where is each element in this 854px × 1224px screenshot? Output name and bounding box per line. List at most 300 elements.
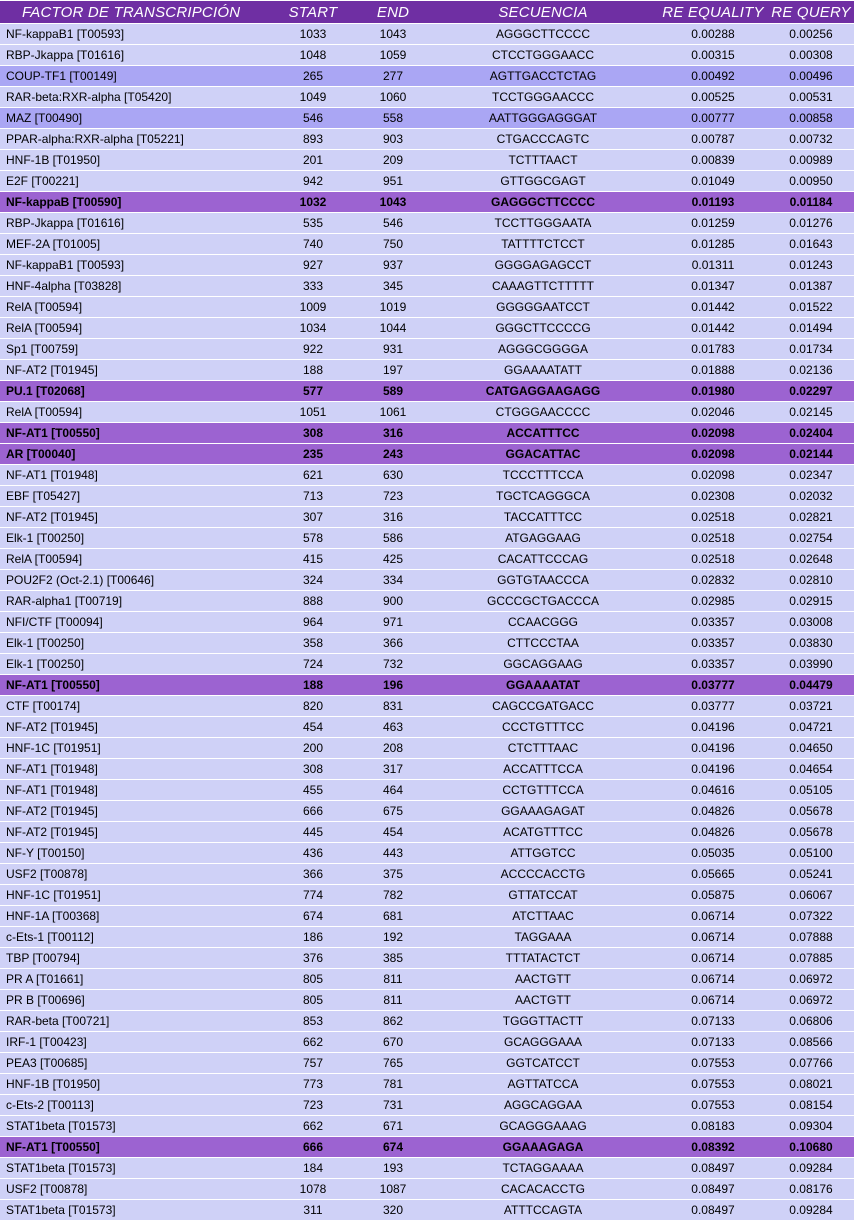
- re-query-cell: 0.02136: [768, 360, 854, 380]
- re-query-cell: 0.01643: [768, 234, 854, 254]
- sequence-cell: CCCTGTTTCC: [428, 717, 658, 737]
- factor-cell: RAR-beta:RXR-alpha [T05420]: [0, 87, 268, 107]
- factor-cell: HNF-1B [T01950]: [0, 1074, 268, 1094]
- factor-cell: c-Ets-2 [T00113]: [0, 1095, 268, 1115]
- start-cell: 307: [268, 507, 358, 527]
- table-row: [0, 276, 854, 296]
- sequence-cell: TCCTTGGGAATA: [428, 213, 658, 233]
- start-cell: 805: [268, 969, 358, 989]
- factor-cell: HNF-1A [T00368]: [0, 906, 268, 926]
- end-cell: 425: [358, 549, 428, 569]
- end-cell: 589: [358, 381, 428, 401]
- start-cell: 888: [268, 591, 358, 611]
- re-equality-cell: 0.00288: [658, 24, 768, 44]
- end-cell: 681: [358, 906, 428, 926]
- re-query-cell: 0.01243: [768, 255, 854, 275]
- re-query-cell: 0.03990: [768, 654, 854, 674]
- end-cell: 1087: [358, 1179, 428, 1199]
- factor-cell: RAR-beta [T00721]: [0, 1011, 268, 1031]
- re-equality-cell: 0.02308: [658, 486, 768, 506]
- sequence-cell: CTGGGAACCCC: [428, 402, 658, 422]
- sequence-cell: ACCATTTCCA: [428, 759, 658, 779]
- end-cell: 723: [358, 486, 428, 506]
- end-cell: 558: [358, 108, 428, 128]
- re-equality-cell: 0.08183: [658, 1116, 768, 1136]
- factor-cell: NF-AT1 [T00550]: [0, 675, 268, 695]
- sequence-cell: TCTTTAACT: [428, 150, 658, 170]
- start-cell: 265: [268, 66, 358, 86]
- re-query-cell: 0.09284: [768, 1158, 854, 1178]
- re-query-cell: 0.06067: [768, 885, 854, 905]
- column-header-factor: FACTOR DE TRANSCRIPCIÓN: [0, 1, 268, 23]
- start-cell: 188: [268, 360, 358, 380]
- table-row: [0, 234, 854, 254]
- re-query-cell: 0.07322: [768, 906, 854, 926]
- sequence-cell: GGAAAATATT: [428, 360, 658, 380]
- re-query-cell: 0.00496: [768, 66, 854, 86]
- start-cell: 308: [268, 423, 358, 443]
- sequence-cell: TCCTGGGAACCC: [428, 87, 658, 107]
- factor-cell: NF-AT2 [T01945]: [0, 507, 268, 527]
- end-cell: 862: [358, 1011, 428, 1031]
- sequence-cell: TGCTCAGGGCA: [428, 486, 658, 506]
- sequence-cell: GTTATCCAT: [428, 885, 658, 905]
- sequence-cell: CATGAGGAAGAGG: [428, 381, 658, 401]
- re-query-cell: 0.09284: [768, 1200, 854, 1220]
- re-equality-cell: 0.07553: [658, 1074, 768, 1094]
- start-cell: 415: [268, 549, 358, 569]
- factor-cell: E2F [T00221]: [0, 171, 268, 191]
- factor-cell: PEA3 [T00685]: [0, 1053, 268, 1073]
- re-equality-cell: 0.08497: [658, 1158, 768, 1178]
- table-row: [0, 171, 854, 191]
- re-query-cell: 0.06972: [768, 969, 854, 989]
- start-cell: 942: [268, 171, 358, 191]
- sequence-cell: CACATTCCCAG: [428, 549, 658, 569]
- table-row: [0, 423, 854, 443]
- table-row: [0, 927, 854, 947]
- end-cell: 782: [358, 885, 428, 905]
- re-equality-cell: 0.01193: [658, 192, 768, 212]
- re-query-cell: 0.07766: [768, 1053, 854, 1073]
- re-query-cell: 0.02297: [768, 381, 854, 401]
- re-equality-cell: 0.01049: [658, 171, 768, 191]
- re-equality-cell: 0.02832: [658, 570, 768, 590]
- end-cell: 900: [358, 591, 428, 611]
- sequence-cell: ACCATTTCC: [428, 423, 658, 443]
- re-query-cell: 0.02144: [768, 444, 854, 464]
- table-row: [0, 486, 854, 506]
- table-row: [0, 528, 854, 548]
- re-equality-cell: 0.04826: [658, 801, 768, 821]
- factor-cell: Elk-1 [T00250]: [0, 654, 268, 674]
- start-cell: 774: [268, 885, 358, 905]
- start-cell: 436: [268, 843, 358, 863]
- end-cell: 317: [358, 759, 428, 779]
- re-equality-cell: 0.01347: [658, 276, 768, 296]
- table-row: [0, 1053, 854, 1073]
- re-query-cell: 0.00732: [768, 129, 854, 149]
- end-cell: 316: [358, 423, 428, 443]
- start-cell: 578: [268, 528, 358, 548]
- re-equality-cell: 0.04826: [658, 822, 768, 842]
- start-cell: 311: [268, 1200, 358, 1220]
- table-row: [0, 675, 854, 695]
- sequence-cell: CAGCCGATGACC: [428, 696, 658, 716]
- factor-cell: NF-AT2 [T01945]: [0, 717, 268, 737]
- re-query-cell: 0.05105: [768, 780, 854, 800]
- table-row: [0, 717, 854, 737]
- re-equality-cell: 0.03357: [658, 654, 768, 674]
- factor-cell: NF-AT1 [T01948]: [0, 465, 268, 485]
- end-cell: 209: [358, 150, 428, 170]
- re-equality-cell: 0.06714: [658, 969, 768, 989]
- re-equality-cell: 0.00839: [658, 150, 768, 170]
- start-cell: 757: [268, 1053, 358, 1073]
- column-header-end: END: [358, 1, 428, 23]
- start-cell: 853: [268, 1011, 358, 1031]
- re-equality-cell: 0.06714: [658, 990, 768, 1010]
- end-cell: 463: [358, 717, 428, 737]
- table-row: [0, 360, 854, 380]
- factor-cell: STAT1beta [T01573]: [0, 1116, 268, 1136]
- sequence-cell: AGTTATCCA: [428, 1074, 658, 1094]
- re-equality-cell: 0.02098: [658, 465, 768, 485]
- sequence-cell: ATCTTAAC: [428, 906, 658, 926]
- sequence-cell: CAAAGTTCTTTTT: [428, 276, 658, 296]
- start-cell: 805: [268, 990, 358, 1010]
- sequence-cell: GAGGGCTTCCCC: [428, 192, 658, 212]
- re-query-cell: 0.02145: [768, 402, 854, 422]
- re-equality-cell: 0.03357: [658, 633, 768, 653]
- end-cell: 931: [358, 339, 428, 359]
- factor-cell: HNF-1C [T01951]: [0, 738, 268, 758]
- table-row: [0, 339, 854, 359]
- start-cell: 577: [268, 381, 358, 401]
- table-body: [0, 24, 854, 1220]
- sequence-cell: TATTTTCTCCT: [428, 234, 658, 254]
- re-equality-cell: 0.00787: [658, 129, 768, 149]
- re-equality-cell: 0.01980: [658, 381, 768, 401]
- factor-cell: TBP [T00794]: [0, 948, 268, 968]
- table-row: [0, 864, 854, 884]
- re-query-cell: 0.04721: [768, 717, 854, 737]
- re-equality-cell: 0.02046: [658, 402, 768, 422]
- start-cell: 1051: [268, 402, 358, 422]
- re-query-cell: 0.04654: [768, 759, 854, 779]
- re-equality-cell: 0.06714: [658, 927, 768, 947]
- table-row: [0, 1116, 854, 1136]
- end-cell: 1043: [358, 24, 428, 44]
- re-query-cell: 0.01494: [768, 318, 854, 338]
- end-cell: 193: [358, 1158, 428, 1178]
- end-cell: 443: [358, 843, 428, 863]
- re-query-cell: 0.01387: [768, 276, 854, 296]
- sequence-cell: GGTCATCCT: [428, 1053, 658, 1073]
- end-cell: 1059: [358, 45, 428, 65]
- sequence-cell: GCCCGCTGACCCA: [428, 591, 658, 611]
- re-equality-cell: 0.05035: [658, 843, 768, 863]
- start-cell: 1033: [268, 24, 358, 44]
- start-cell: 740: [268, 234, 358, 254]
- factor-cell: RelA [T00594]: [0, 318, 268, 338]
- end-cell: 586: [358, 528, 428, 548]
- table-row: [0, 843, 854, 863]
- end-cell: 320: [358, 1200, 428, 1220]
- start-cell: 674: [268, 906, 358, 926]
- table-row: [0, 738, 854, 758]
- re-equality-cell: 0.01442: [658, 297, 768, 317]
- start-cell: 201: [268, 150, 358, 170]
- factor-cell: EBF [T05427]: [0, 486, 268, 506]
- re-query-cell: 0.03721: [768, 696, 854, 716]
- end-cell: 1044: [358, 318, 428, 338]
- re-equality-cell: 0.01259: [658, 213, 768, 233]
- re-equality-cell: 0.00525: [658, 87, 768, 107]
- factor-cell: NF-AT1 [T00550]: [0, 423, 268, 443]
- factor-cell: NF-AT2 [T01945]: [0, 801, 268, 821]
- re-query-cell: 0.00531: [768, 87, 854, 107]
- end-cell: 464: [358, 780, 428, 800]
- factor-cell: IRF-1 [T00423]: [0, 1032, 268, 1052]
- sequence-cell: GGAAAATAT: [428, 675, 658, 695]
- factor-cell: CTF [T00174]: [0, 696, 268, 716]
- sequence-cell: AGTTGACCTCTAG: [428, 66, 658, 86]
- factor-cell: HNF-1C [T01951]: [0, 885, 268, 905]
- start-cell: 1009: [268, 297, 358, 317]
- end-cell: 781: [358, 1074, 428, 1094]
- re-equality-cell: 0.07553: [658, 1095, 768, 1115]
- sequence-cell: ACCCCACCTG: [428, 864, 658, 884]
- sequence-cell: CCTGTTTCCA: [428, 780, 658, 800]
- table-row: [0, 297, 854, 317]
- end-cell: 334: [358, 570, 428, 590]
- factor-cell: RelA [T00594]: [0, 297, 268, 317]
- end-cell: 1061: [358, 402, 428, 422]
- end-cell: 731: [358, 1095, 428, 1115]
- table-row: [0, 969, 854, 989]
- table-row: [0, 801, 854, 821]
- start-cell: 666: [268, 1137, 358, 1157]
- start-cell: 666: [268, 801, 358, 821]
- table-row: [0, 24, 854, 44]
- table-row: [0, 402, 854, 422]
- start-cell: 621: [268, 465, 358, 485]
- end-cell: 937: [358, 255, 428, 275]
- table-row: [0, 87, 854, 107]
- start-cell: 893: [268, 129, 358, 149]
- table-row: [0, 1137, 854, 1157]
- re-equality-cell: 0.06714: [658, 948, 768, 968]
- re-query-cell: 0.02915: [768, 591, 854, 611]
- factor-cell: RAR-alpha1 [T00719]: [0, 591, 268, 611]
- factor-cell: RBP-Jkappa [T01616]: [0, 213, 268, 233]
- re-query-cell: 0.02821: [768, 507, 854, 527]
- sequence-cell: ATTGGTCC: [428, 843, 658, 863]
- factor-cell: Elk-1 [T00250]: [0, 633, 268, 653]
- re-equality-cell: 0.04616: [658, 780, 768, 800]
- re-query-cell: 0.04650: [768, 738, 854, 758]
- start-cell: 1048: [268, 45, 358, 65]
- table-row: [0, 612, 854, 632]
- re-query-cell: 0.05678: [768, 822, 854, 842]
- start-cell: 200: [268, 738, 358, 758]
- factor-cell: POU2F2 (Oct-2.1) [T00646]: [0, 570, 268, 590]
- re-equality-cell: 0.05875: [658, 885, 768, 905]
- end-cell: 1043: [358, 192, 428, 212]
- start-cell: 184: [268, 1158, 358, 1178]
- table-row: [0, 906, 854, 926]
- re-query-cell: 0.00858: [768, 108, 854, 128]
- sequence-cell: TCCCTTTCCA: [428, 465, 658, 485]
- re-equality-cell: 0.03357: [658, 612, 768, 632]
- sequence-cell: GGTGTAACCCA: [428, 570, 658, 590]
- re-query-cell: 0.03830: [768, 633, 854, 653]
- sequence-cell: ATGAGGAAG: [428, 528, 658, 548]
- re-equality-cell: 0.01888: [658, 360, 768, 380]
- factor-cell: RelA [T00594]: [0, 549, 268, 569]
- factor-cell: COUP-TF1 [T00149]: [0, 66, 268, 86]
- re-equality-cell: 0.01783: [658, 339, 768, 359]
- start-cell: 546: [268, 108, 358, 128]
- sequence-cell: CTTCCCTAA: [428, 633, 658, 653]
- table-row: [0, 45, 854, 65]
- sequence-cell: GGACATTAC: [428, 444, 658, 464]
- re-equality-cell: 0.07553: [658, 1053, 768, 1073]
- factor-cell: Sp1 [T00759]: [0, 339, 268, 359]
- table-row: [0, 192, 854, 212]
- factor-cell: PPAR-alpha:RXR-alpha [T05221]: [0, 129, 268, 149]
- start-cell: 454: [268, 717, 358, 737]
- start-cell: 927: [268, 255, 358, 275]
- re-equality-cell: 0.04196: [658, 717, 768, 737]
- table-row: [0, 150, 854, 170]
- re-equality-cell: 0.01311: [658, 255, 768, 275]
- sequence-cell: CACACACCTG: [428, 1179, 658, 1199]
- re-query-cell: 0.06972: [768, 990, 854, 1010]
- end-cell: 903: [358, 129, 428, 149]
- re-query-cell: 0.03008: [768, 612, 854, 632]
- table-row: [0, 549, 854, 569]
- sequence-cell: ACATGTTTCC: [428, 822, 658, 842]
- end-cell: 316: [358, 507, 428, 527]
- factor-cell: Elk-1 [T00250]: [0, 528, 268, 548]
- end-cell: 366: [358, 633, 428, 653]
- end-cell: 811: [358, 990, 428, 1010]
- factor-cell: HNF-1B [T01950]: [0, 150, 268, 170]
- re-equality-cell: 0.04196: [658, 738, 768, 758]
- factor-cell: MEF-2A [T01005]: [0, 234, 268, 254]
- table-row: [0, 318, 854, 338]
- re-query-cell: 0.00308: [768, 45, 854, 65]
- header-row: [0, 1, 854, 23]
- sequence-cell: TCTAGGAAAA: [428, 1158, 658, 1178]
- table-row: [0, 570, 854, 590]
- re-query-cell: 0.02032: [768, 486, 854, 506]
- start-cell: 308: [268, 759, 358, 779]
- table-row: [0, 66, 854, 86]
- sequence-cell: TACCATTTCC: [428, 507, 658, 527]
- start-cell: 1049: [268, 87, 358, 107]
- end-cell: 670: [358, 1032, 428, 1052]
- start-cell: 235: [268, 444, 358, 464]
- end-cell: 375: [358, 864, 428, 884]
- sequence-cell: CTGACCCAGTC: [428, 129, 658, 149]
- re-equality-cell: 0.03777: [658, 675, 768, 695]
- sequence-cell: GCAGGGAAA: [428, 1032, 658, 1052]
- re-equality-cell: 0.02098: [658, 423, 768, 443]
- factor-cell: RelA [T00594]: [0, 402, 268, 422]
- factor-cell: USF2 [T00878]: [0, 864, 268, 884]
- start-cell: 662: [268, 1032, 358, 1052]
- re-equality-cell: 0.02098: [658, 444, 768, 464]
- end-cell: 630: [358, 465, 428, 485]
- table-row: [0, 759, 854, 779]
- table-row: [0, 1032, 854, 1052]
- sequence-cell: ATTTCCAGTA: [428, 1200, 658, 1220]
- end-cell: 546: [358, 213, 428, 233]
- start-cell: 324: [268, 570, 358, 590]
- start-cell: 535: [268, 213, 358, 233]
- sequence-cell: GGGGAGAGCCT: [428, 255, 658, 275]
- start-cell: 964: [268, 612, 358, 632]
- end-cell: 971: [358, 612, 428, 632]
- sequence-cell: TGGGTTACTT: [428, 1011, 658, 1031]
- factor-cell: MAZ [T00490]: [0, 108, 268, 128]
- sequence-cell: AGGCAGGAA: [428, 1095, 658, 1115]
- sequence-cell: AACTGTT: [428, 990, 658, 1010]
- re-equality-cell: 0.00315: [658, 45, 768, 65]
- re-query-cell: 0.00950: [768, 171, 854, 191]
- table-row: [0, 633, 854, 653]
- start-cell: 445: [268, 822, 358, 842]
- start-cell: 773: [268, 1074, 358, 1094]
- end-cell: 1019: [358, 297, 428, 317]
- factor-cell: NF-AT1 [T00550]: [0, 1137, 268, 1157]
- table-row: [0, 591, 854, 611]
- sequence-cell: GGAAAGAGA: [428, 1137, 658, 1157]
- re-query-cell: 0.05241: [768, 864, 854, 884]
- end-cell: 811: [358, 969, 428, 989]
- re-equality-cell: 0.02985: [658, 591, 768, 611]
- re-equality-cell: 0.01285: [658, 234, 768, 254]
- end-cell: 197: [358, 360, 428, 380]
- re-query-cell: 0.02810: [768, 570, 854, 590]
- re-equality-cell: 0.07133: [658, 1032, 768, 1052]
- sequence-cell: TTTATACTCT: [428, 948, 658, 968]
- end-cell: 345: [358, 276, 428, 296]
- factor-cell: NF-kappaB1 [T00593]: [0, 24, 268, 44]
- factor-cell: PR B [T00696]: [0, 990, 268, 1010]
- start-cell: 1034: [268, 318, 358, 338]
- end-cell: 385: [358, 948, 428, 968]
- table-row: [0, 1200, 854, 1220]
- re-query-cell: 0.01522: [768, 297, 854, 317]
- factor-cell: USF2 [T00878]: [0, 1179, 268, 1199]
- sequence-cell: GTTGGCGAGT: [428, 171, 658, 191]
- end-cell: 454: [358, 822, 428, 842]
- table-row: [0, 885, 854, 905]
- end-cell: 196: [358, 675, 428, 695]
- re-equality-cell: 0.01442: [658, 318, 768, 338]
- factor-cell: NF-Y [T00150]: [0, 843, 268, 863]
- factor-cell: NF-kappaB1 [T00593]: [0, 255, 268, 275]
- end-cell: 951: [358, 171, 428, 191]
- re-query-cell: 0.08176: [768, 1179, 854, 1199]
- sequence-cell: CCAACGGG: [428, 612, 658, 632]
- sequence-cell: AATTGGGAGGGAT: [428, 108, 658, 128]
- factor-cell: RBP-Jkappa [T01616]: [0, 45, 268, 65]
